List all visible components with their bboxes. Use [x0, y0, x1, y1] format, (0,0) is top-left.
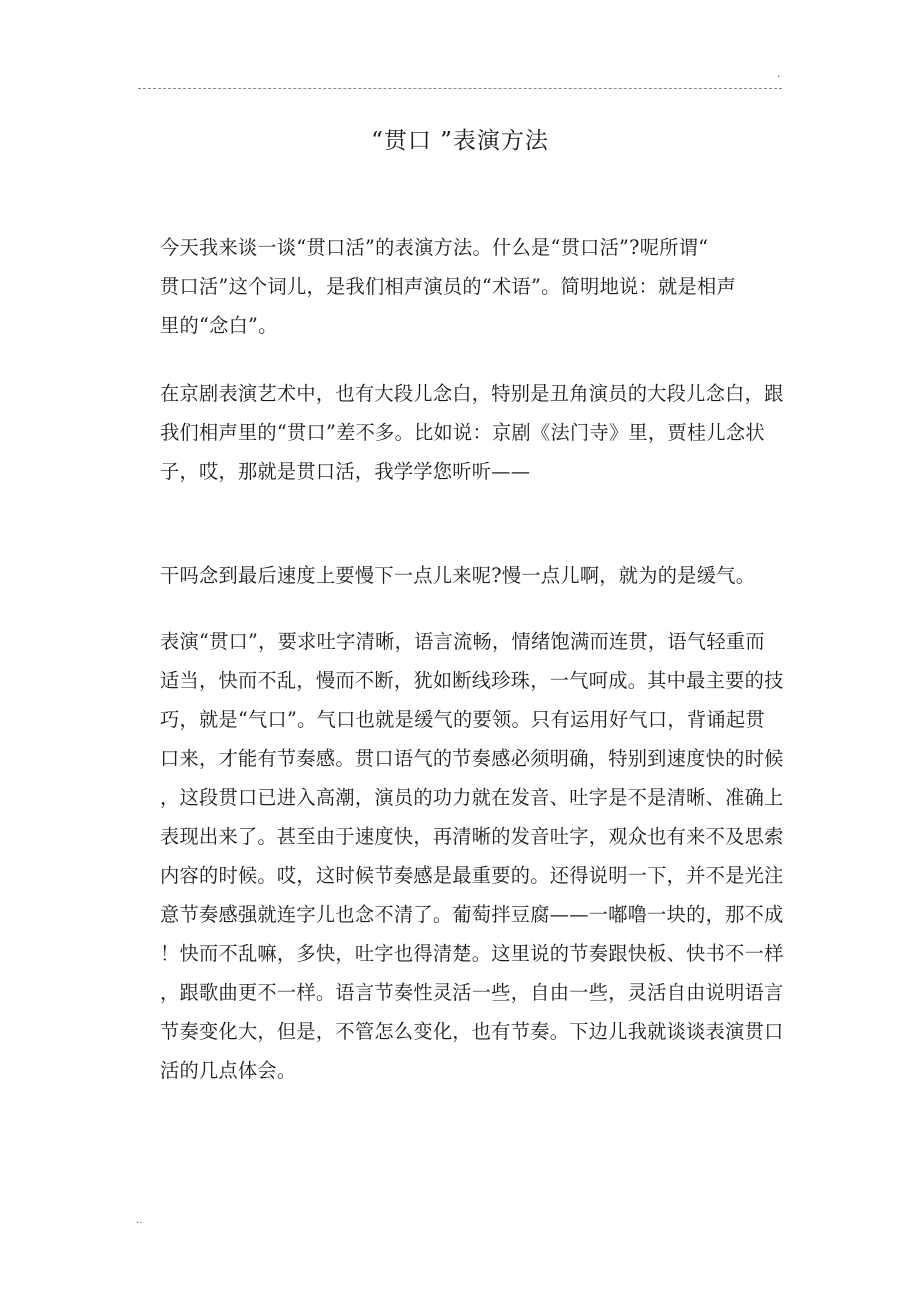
document-title: “贯口 ”表演方法	[371, 128, 549, 154]
paragraph-slow-down	[160, 556, 810, 595]
text-line: 巧，就是“气口”。气口也就是缓气的要领。只有运用好气口，背诵起贯	[160, 708, 765, 731]
text-line: 今天我来谈一谈“贯口活”的表演方法。什么是“贯口活”?呢所谓“	[160, 236, 709, 259]
text-line: 干吗念到最后速度上要慢下一点儿来呢?慢一点儿啊，就为的是缓气。	[160, 564, 756, 587]
text-line: 内容的时候。哎，这时候节奏感是最重要的。还得说明一下，并不是光注	[160, 864, 784, 887]
paragraph-intro	[160, 228, 810, 345]
text-line: 在京剧表演艺术中，也有大段儿念白，特别是丑角演员的大段儿念白，跟	[160, 382, 784, 405]
text-line: 节奏变化大，但是，不管怎么变化，也有节奏。下边儿我就谈谈表演贯口	[160, 1020, 784, 1043]
header-divider	[138, 88, 782, 89]
text-line: ，跟歌曲更不一样。语言节奏性灵活一些，自由一些，灵活自由说明语言	[160, 981, 784, 1004]
text-line: 里的“念白”。	[160, 314, 278, 337]
text-line: 口来，才能有节奏感。贯口语气的节奏感必须明确，特别到速度快的时候	[160, 747, 784, 770]
text-line: 子，哎，那就是贯口活，我学学您听听——	[160, 460, 531, 483]
text-line: ，这段贯口已进入高潮，演员的功力就在发音、吐字是不是清晰、准确上	[160, 786, 784, 809]
text-line: 活的几点体会。	[160, 1059, 297, 1082]
footer-mark: ..	[136, 1212, 143, 1226]
paragraph-performance	[160, 622, 810, 1090]
text-line: 适当，快而不乱，慢而不断，犹如断线珍珠，一气呵成。其中最主要的技	[160, 669, 784, 692]
text-line: ！快而不乱嘛，多快，吐字也得清楚。这里说的节奏跟快板、快书不一样	[160, 942, 784, 965]
text-line: 表现出来了。甚至由于速度快，再清晰的发音吐字，观众也有来不及思索	[160, 825, 784, 848]
paragraph-peking-opera	[160, 374, 810, 491]
header-mark: .	[777, 66, 781, 80]
text-line: 贯口活”这个词儿，是我们相声演员的“术语”。简明地说：就是相声	[160, 275, 736, 298]
text-line: 我们相声里的“贯口”差不多。比如说：京剧《法门寺》里，贾桂儿念状	[160, 421, 765, 444]
text-line: 意节奏感强就连字儿也念不清了。葡萄拌豆腐——一嘟噜一块的，那不成	[160, 903, 784, 926]
text-line: 表演“贯口”，要求吐字清晰，语言流畅，情绪饱满而连贯，语气轻重而	[160, 630, 765, 653]
